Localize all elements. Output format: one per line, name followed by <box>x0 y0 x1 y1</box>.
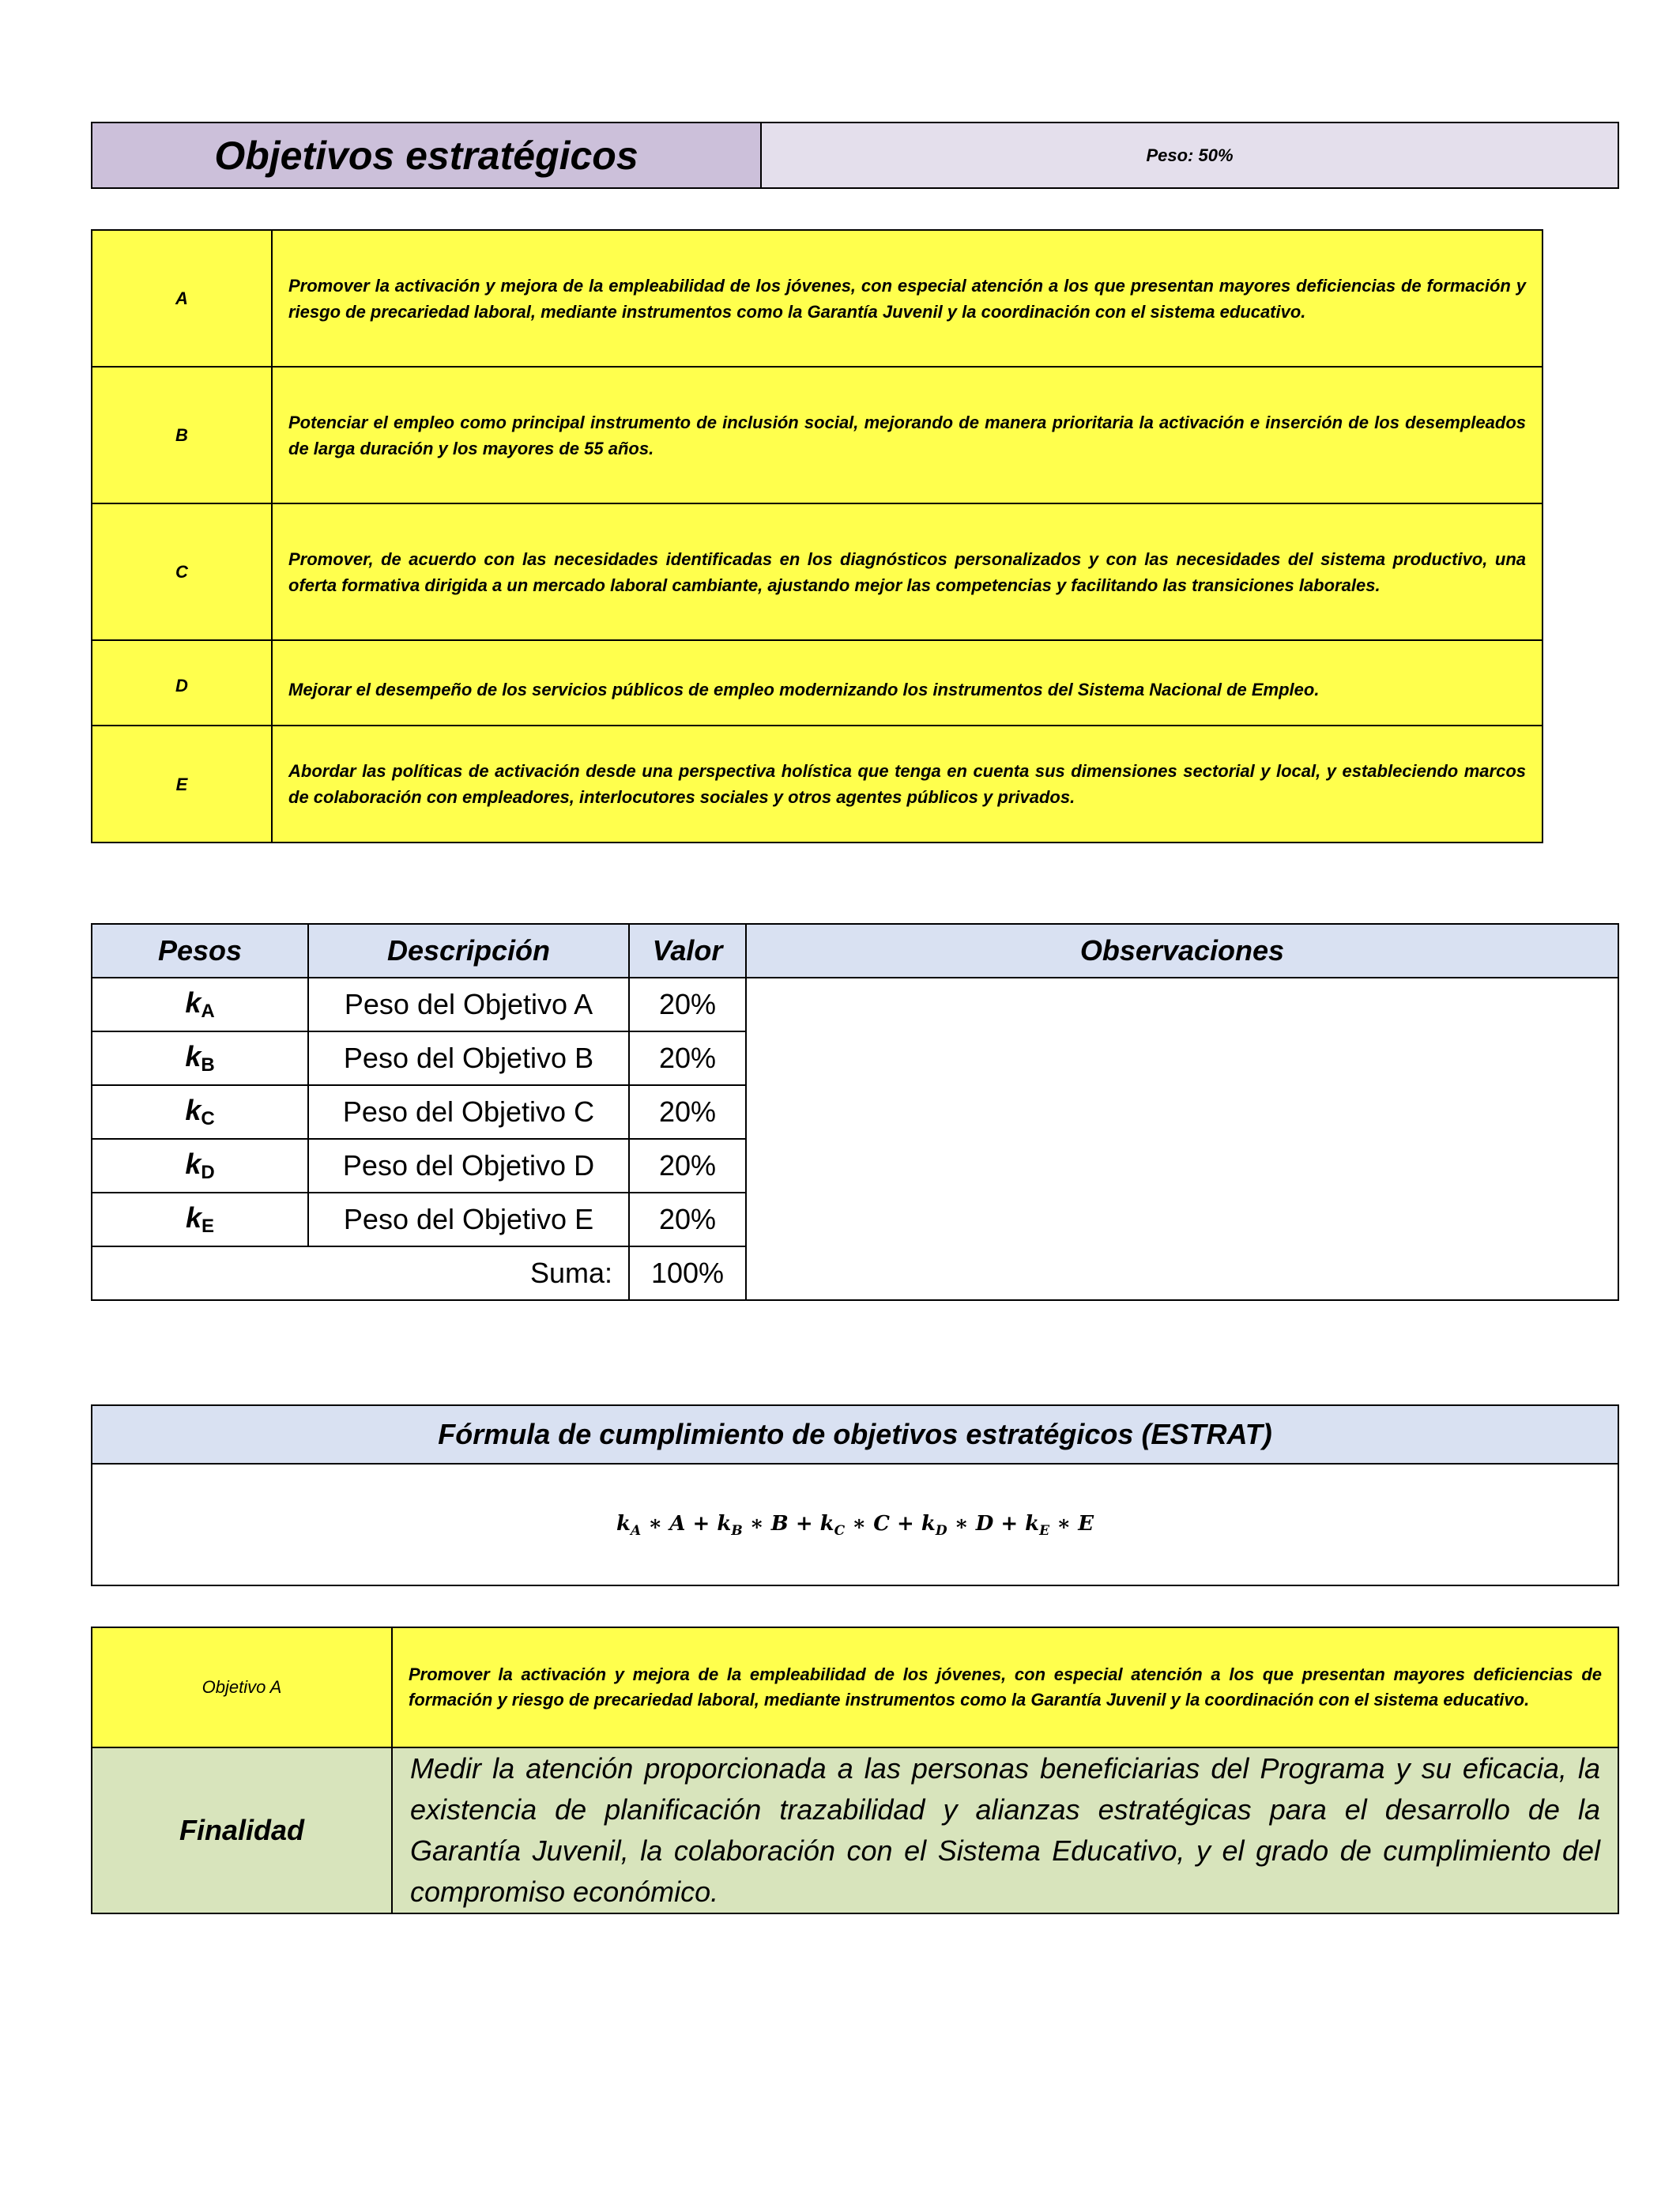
col-header-pesos: Pesos <box>92 924 308 978</box>
objective-row <box>92 503 1543 640</box>
weight-symbol: $k_B$ <box>92 1031 308 1085</box>
formula-box <box>91 1404 1619 1586</box>
col-header-valor: Valor <box>629 924 746 978</box>
objective-row <box>92 640 1543 726</box>
objective-row <box>92 367 1543 503</box>
weight-value: 20% <box>629 1193 746 1246</box>
objective-a-label: Objetivo A <box>92 1627 392 1747</box>
formula-term: $k_A$ ∗ A + <box>616 1511 718 1540</box>
weight-value: 20% <box>629 1139 746 1193</box>
col-header-descripcion: Descripción <box>308 924 629 978</box>
weight-value: 20% <box>629 978 746 1031</box>
objective-text: Potenciar el empleo como principal instrumento de inclusión social, mejorando de manera prioritaria la activación e inserción de los desempleados de larga duración y los mayores de 55 años. <box>272 367 1543 503</box>
objective-letter: E <box>92 726 272 843</box>
objective-text: Abordar las políticas de activación desde una perspectiva holística que tenga en cuenta sus dimensiones sectorial y local, y estableciendo marcos de colaboración con empleadores, interlocutores sociales y otros agentes públicos y privados. <box>272 726 1543 843</box>
weight-description: Peso del Objetivo C <box>308 1085 629 1139</box>
objective-letter: B <box>92 367 272 503</box>
weight-description: Peso del Objetivo B <box>308 1031 629 1085</box>
objective-text: Mejorar el desempeño de los servicios públicos de empleo modernizando los instrumentos del Sistema Nacional de Empleo. <box>272 640 1543 726</box>
weight-description: Peso del Objetivo D <box>308 1139 629 1193</box>
weight-description: Peso del Objetivo E <box>308 1193 629 1246</box>
formula-term: $k_B$ ∗ B + <box>717 1511 820 1540</box>
objective-a-table <box>91 1627 1619 1914</box>
objective-text: Promover, de acuerdo con las necesidades identificadas en los diagnósticos personalizados y con las necesidades del sistema productivo, una oferta formativa dirigida a un mercado laboral cambiante, ajustando mejor las competencias y facilitando las transiciones laborales. <box>272 503 1543 640</box>
weights-table <box>91 923 1619 1301</box>
weight-symbol: $k_D$ <box>92 1139 308 1193</box>
section-header <box>91 122 1619 189</box>
objectives-table <box>91 229 1543 843</box>
formula-expression <box>92 1465 1618 1586</box>
purpose-text: Medir la atención proporcionada a las personas beneficiarias del Programa y su eficacia, la existencia de planificación trazabilidad y alianzas estratégicas para el desarrollo de la Garantía Juvenil, la colaboración con el Sistema Educativo, y el grado de cumplimiento del compromiso económico. <box>392 1747 1618 1913</box>
objective-letter: C <box>92 503 272 640</box>
section-weight: Peso: 50% <box>762 123 1618 187</box>
observations-cell <box>746 978 1618 1300</box>
weight-row <box>92 978 1618 1031</box>
formula-term: $k_C$ ∗ C + <box>819 1511 921 1540</box>
objective-text: Promover la activación y mejora de la empleabilidad de los jóvenes, con especial atención a los que presentan mayores deficiencias de formación y riesgo de precariedad laboral, mediante instrumentos como la Garantía Juvenil y la coordinación con el sistema educativo. <box>272 230 1543 367</box>
weight-description: Peso del Objetivo A <box>308 978 629 1031</box>
weight-value: 20% <box>629 1085 746 1139</box>
objective-letter: D <box>92 640 272 726</box>
section-title: Objetivos estratégicos <box>92 123 762 187</box>
objective-row <box>92 230 1543 367</box>
objective-row <box>92 726 1543 843</box>
weight-value: 20% <box>629 1031 746 1085</box>
formula-title: Fórmula de cumplimiento de objetivos estratégicos (ESTRAT) <box>92 1406 1618 1465</box>
sum-value: 100% <box>629 1246 746 1300</box>
col-header-observaciones: Observaciones <box>746 924 1618 978</box>
formula-term: $k_E$ ∗ E <box>1025 1511 1094 1540</box>
sum-label: Suma: <box>92 1246 629 1300</box>
weight-symbol: $k_E$ <box>92 1193 308 1246</box>
objective-a-text: Promover la activación y mejora de la empleabilidad de los jóvenes, con especial atención a los que presentan mayores deficiencias de formación y riesgo de precariedad laboral, mediante instrumentos como la Garantía Juvenil y la coordinación con el sistema educativo. <box>392 1627 1618 1747</box>
weight-symbol: $k_A$ <box>92 978 308 1031</box>
objective-letter: A <box>92 230 272 367</box>
weight-symbol: $k_C$ <box>92 1085 308 1139</box>
formula-term: $k_D$ ∗ D + <box>921 1511 1026 1540</box>
purpose-label: Finalidad <box>92 1747 392 1913</box>
